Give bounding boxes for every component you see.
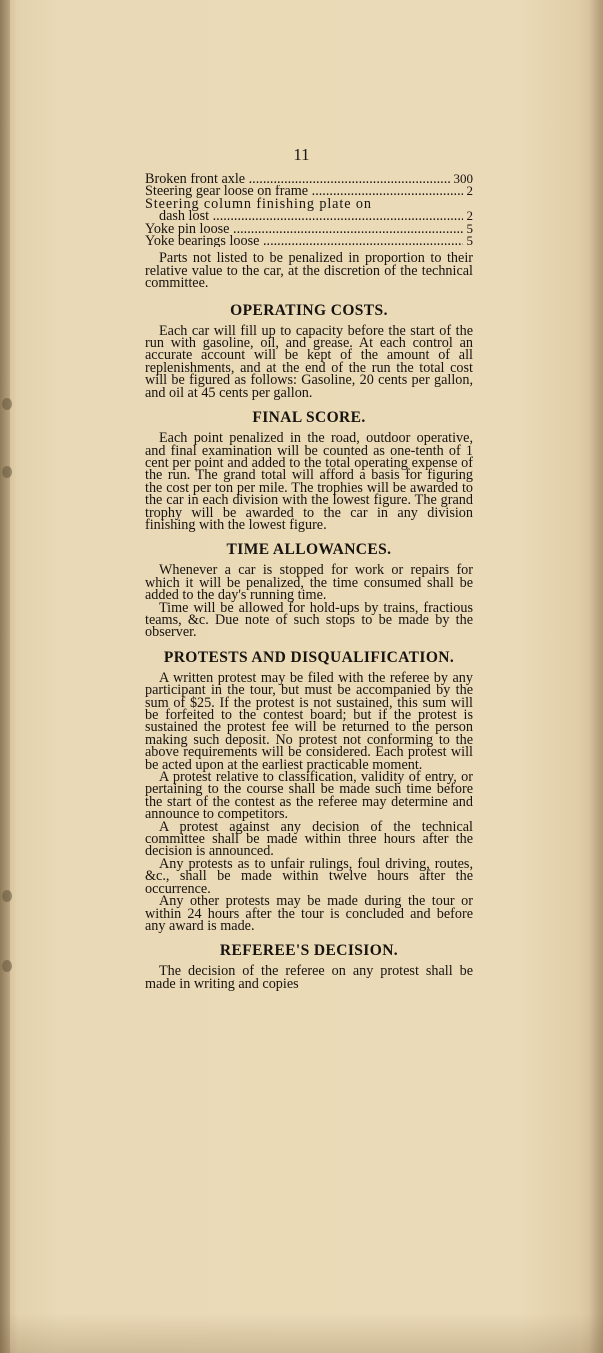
penalty-points: 5 bbox=[466, 220, 473, 236]
section-heading: OPERATING COSTS. bbox=[230, 301, 388, 319]
binding-mark bbox=[2, 466, 12, 478]
penalty-row bbox=[145, 235, 473, 247]
section-paragraph: A written protest may be filed with the referee by any participant in the tour, but must be accompanied by the sum of $25. If the protest is not sustained, this sum will be forfeited to the contest board; but if the protest is sustained the protest fee will be returned to the person making such deposit. No protest not conforming to the above requirements will be considered. Each protest will be acted upon at the earliest practicable moment. bbox=[145, 669, 473, 773]
penalty-label: Broken front axle ..... bbox=[145, 173, 450, 185]
penalty-points: 2 bbox=[466, 183, 473, 199]
penalty-label: dash lost ..... bbox=[145, 210, 463, 222]
page-number: 11 bbox=[293, 145, 310, 164]
penalty-row bbox=[145, 220, 473, 236]
penalty-row bbox=[145, 210, 473, 222]
section-paragraph: Time will be allowed for hold-ups by trains, fractious teams, &c. Due note of such stops to be made by the observer. bbox=[145, 599, 473, 641]
section-paragraph: The decision of the referee on any protest shall be made in writing and copies bbox=[145, 963, 473, 992]
section-paragraph: A protest relative to classification, validity of entry, or pertaining to the course shall be made such time before the start of the contest as the referee may determine and announce to competitors. bbox=[145, 769, 473, 823]
section-paragraph: Whenever a car is stopped for work or repairs for which it will be penalized, the time consumed shall be added to the day's running time. bbox=[145, 562, 473, 604]
section-paragraph: Each car will fill up to capacity before the start of the run with gasoline, oil, and grease. At each control an accurate account will be kept of the amount of all replenishments, and at the end of the run the total cost will be figured as follows: Gasoline, 20 cents per gallon, and oil at 45 cents per gallon. bbox=[145, 322, 473, 401]
section-paragraph: Each point penalized in the road, outdoor operative, and final examination will be counted as one-tenth of 1 cent per point and added to the total operating expense of the run. The grand total will afford a basis for figuring the cost per ton per mile. The trophies will be awarded to the car in each division with the lowest figure. The grand trophy will be awarded to the car in any division finishing with the lowest figure. bbox=[145, 430, 473, 533]
binding-mark bbox=[2, 960, 12, 972]
section-heading: TIME ALLOWANCES. bbox=[226, 541, 392, 559]
page-bottom-shadow bbox=[0, 1313, 603, 1353]
section-heading: PROTESTS AND DISQUALIFICATION. bbox=[163, 648, 455, 666]
binding-mark bbox=[2, 398, 12, 410]
page-spine bbox=[0, 0, 10, 1353]
parts-note: Parts not listed to be penalized in proportion to their relative value to the car, at the discretion of the technical committee. bbox=[145, 250, 473, 292]
penalty-row bbox=[145, 195, 473, 212]
penalty-points: 2 bbox=[466, 208, 473, 224]
text-column bbox=[145, 173, 473, 990]
penalty-list bbox=[145, 173, 473, 247]
penalty-points: 300 bbox=[453, 171, 473, 186]
penalty-label: Yoke pin loose ..... bbox=[145, 223, 463, 235]
penalty-label: Steering gear loose on frame ..... bbox=[145, 185, 463, 197]
section-paragraph: Any other protests may be made during the tour or within 24 hours after the tour is concluded and before any award is made. bbox=[145, 893, 473, 934]
binding-mark bbox=[2, 890, 12, 902]
section-paragraph: A protest against any decision of the technical committee shall be made within three hours after the decision is announced. bbox=[145, 818, 473, 860]
page-edge-shadow bbox=[589, 0, 603, 1353]
penalty-label: Steering column finishing plate on bbox=[145, 195, 372, 212]
penalty-label: Yoke bearings loose ..... bbox=[145, 235, 463, 247]
penalty-row bbox=[145, 173, 473, 185]
penalty-points: 5 bbox=[466, 233, 473, 249]
section-heading: REFEREE'S DECISION. bbox=[219, 942, 399, 960]
section-heading: FINAL SCORE. bbox=[252, 409, 366, 427]
section-paragraph: Any protests as to unfair rulings, foul driving, routes, &c., shall be made within twelve hours after the occurrence. bbox=[145, 855, 473, 897]
